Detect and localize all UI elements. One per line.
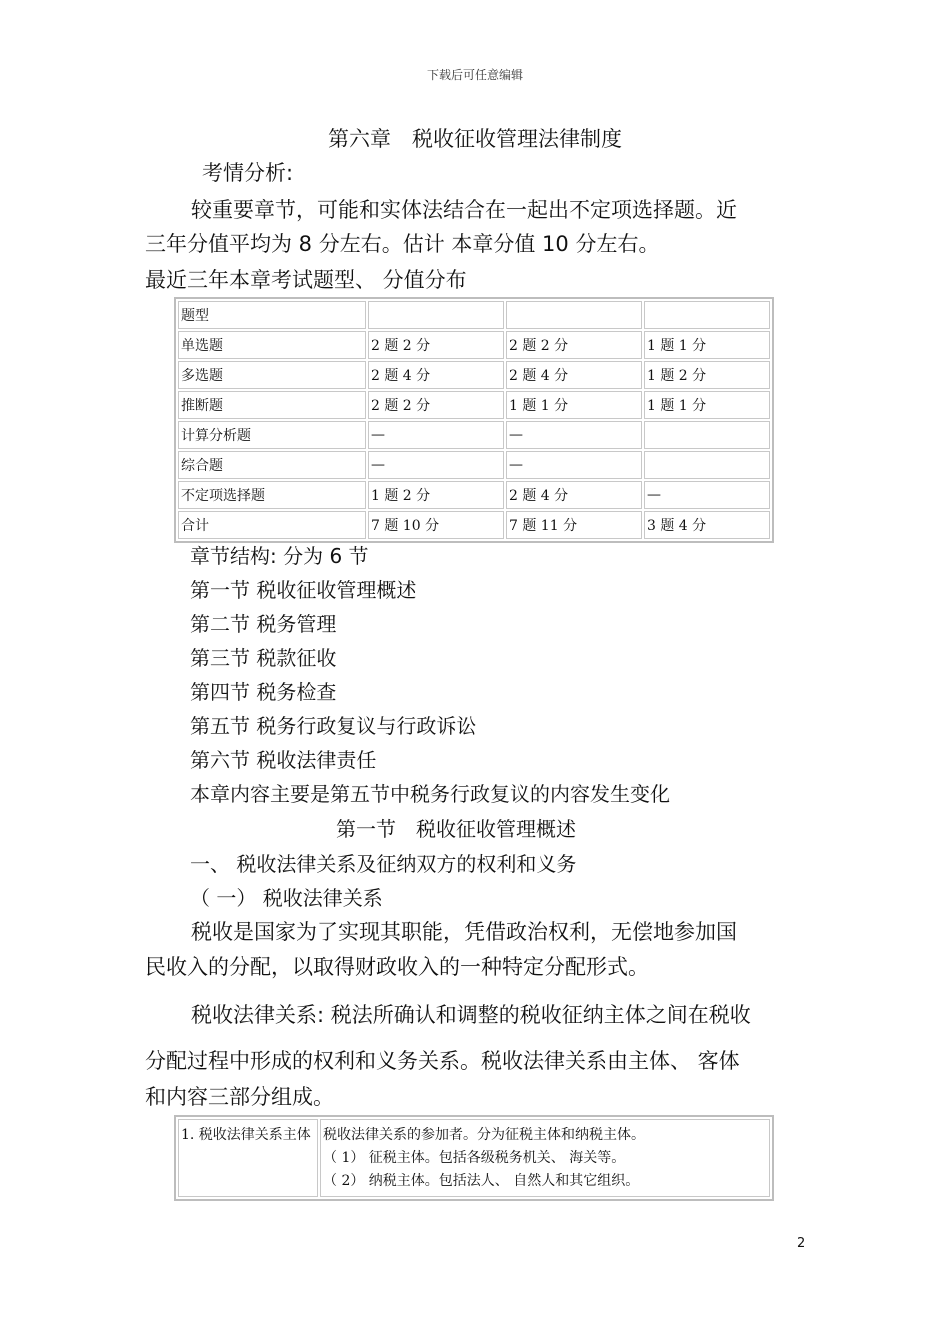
table-cell [368, 301, 504, 329]
table-row [178, 481, 770, 509]
table-cell: — [644, 481, 770, 509]
subject-desc-line-1: 税收法律关系的参加者。分为征税主体和纳税主体。 [323, 1127, 645, 1143]
subject-label: 1. 税收法律关系主体 [181, 1127, 311, 1143]
subject-desc-line-2: （ 1） 征税主体。包括各级税务机关、 海关等。 [323, 1150, 626, 1166]
table-cell: — [368, 421, 504, 449]
table-cell: 7 题 10 分 [368, 511, 504, 539]
intro-line-1: 较重要章节，可能和实体法结合在一起出不定项选择题。近 [191, 198, 737, 222]
table-cell: 2 题 4 分 [506, 481, 642, 509]
table-cell: 1 题 2 分 [368, 481, 504, 509]
paragraph-2-line-2: 分配过程中形成的权利和义务关系。税收法律关系由主体、 客体 [145, 1049, 740, 1073]
table-cell: 2 题 4 分 [368, 361, 504, 389]
table-cell: 2 题 2 分 [368, 391, 504, 419]
table-cell [644, 301, 770, 329]
table-cell [506, 301, 642, 329]
table1-caption: 最近三年本章考试题型、 分值分布 [145, 268, 467, 292]
table-cell: 3 题 4 分 [644, 511, 770, 539]
structure-section-1: 第一节 税收征收管理概述 [190, 578, 417, 602]
table-cell: 多选题 [178, 361, 366, 389]
table-cell: 2 题 2 分 [506, 331, 642, 359]
table-cell: 不定项选择题 [178, 481, 366, 509]
subject-desc-cell [320, 1119, 770, 1197]
table-cell: 1 题 1 分 [644, 331, 770, 359]
heading-1-1: （ 一） 税收法律关系 [190, 886, 383, 910]
structure-section-3: 第三节 税款征收 [190, 646, 337, 670]
table-cell [644, 421, 770, 449]
paragraph-2-line-3: 和内容三部分组成。 [145, 1085, 334, 1109]
heading-1: 一、 税收法律关系及征纳双方的权利和义务 [190, 852, 577, 876]
structure-section-6: 第六节 税收法律责任 [190, 748, 377, 772]
table-cell: — [506, 421, 642, 449]
table-cell: 2 题 4 分 [506, 361, 642, 389]
table-cell: 综合题 [178, 451, 366, 479]
table-cell: 题型 [178, 301, 366, 329]
table-cell: 计算分析题 [178, 421, 366, 449]
table-cell: 1 题 2 分 [644, 361, 770, 389]
page-header: 下载后可任意编辑 [426, 68, 523, 82]
chapter-title: 第六章 税收征收管理法律制度 [328, 127, 622, 151]
table-cell: 1 题 1 分 [506, 391, 642, 419]
legal-relation-table [174, 1115, 774, 1201]
structure-section-5: 第五节 税务行政复议与行政诉讼 [190, 714, 477, 738]
table-cell: 1 题 1 分 [644, 391, 770, 419]
table-row [178, 391, 770, 419]
structure-note: 本章内容主要是第五节中税务行政复议的内容发生变化 [190, 782, 670, 806]
table-row [178, 301, 770, 329]
structure-section-2: 第二节 税务管理 [190, 612, 337, 636]
subject-desc-line-3: （ 2） 纳税主体。包括法人、 自然人和其它组织。 [323, 1173, 640, 1189]
structure-section-4: 第四节 税务检查 [190, 680, 337, 704]
table-cell: — [506, 451, 642, 479]
page-number: 2 [797, 1236, 806, 1251]
table-cell: 7 题 11 分 [506, 511, 642, 539]
analysis-label: 考情分析: [202, 161, 294, 185]
paragraph-1-line-2: 民收入的分配，以取得财政收入的一种特定分配形式。 [145, 955, 649, 979]
table-cell: — [368, 451, 504, 479]
table-cell: 2 题 2 分 [368, 331, 504, 359]
intro-line-2: 三年分值平均为 8 分左右。估计 本章分值 10 分左右。 [145, 232, 660, 256]
table-row [178, 421, 770, 449]
structure-heading: 章节结构: 分为 6 节 [190, 544, 369, 568]
table-row [178, 511, 770, 539]
table-row [178, 451, 770, 479]
table-row [178, 361, 770, 389]
score-distribution-table [174, 297, 774, 543]
table-cell: 合计 [178, 511, 366, 539]
paragraph-1-line-1: 税收是国家为了实现其职能，凭借政治权利，无偿地参加国 [191, 920, 737, 944]
table-cell: 单选题 [178, 331, 366, 359]
subject-label-cell [178, 1119, 318, 1197]
paragraph-2-line-1: 税收法律关系: 税法所确认和调整的税收征纳主体之间在税收 [191, 1003, 751, 1027]
table-row [178, 331, 770, 359]
section1-title: 第一节 税收征收管理概述 [336, 817, 576, 841]
table-cell [644, 451, 770, 479]
table-cell: 推断题 [178, 391, 366, 419]
